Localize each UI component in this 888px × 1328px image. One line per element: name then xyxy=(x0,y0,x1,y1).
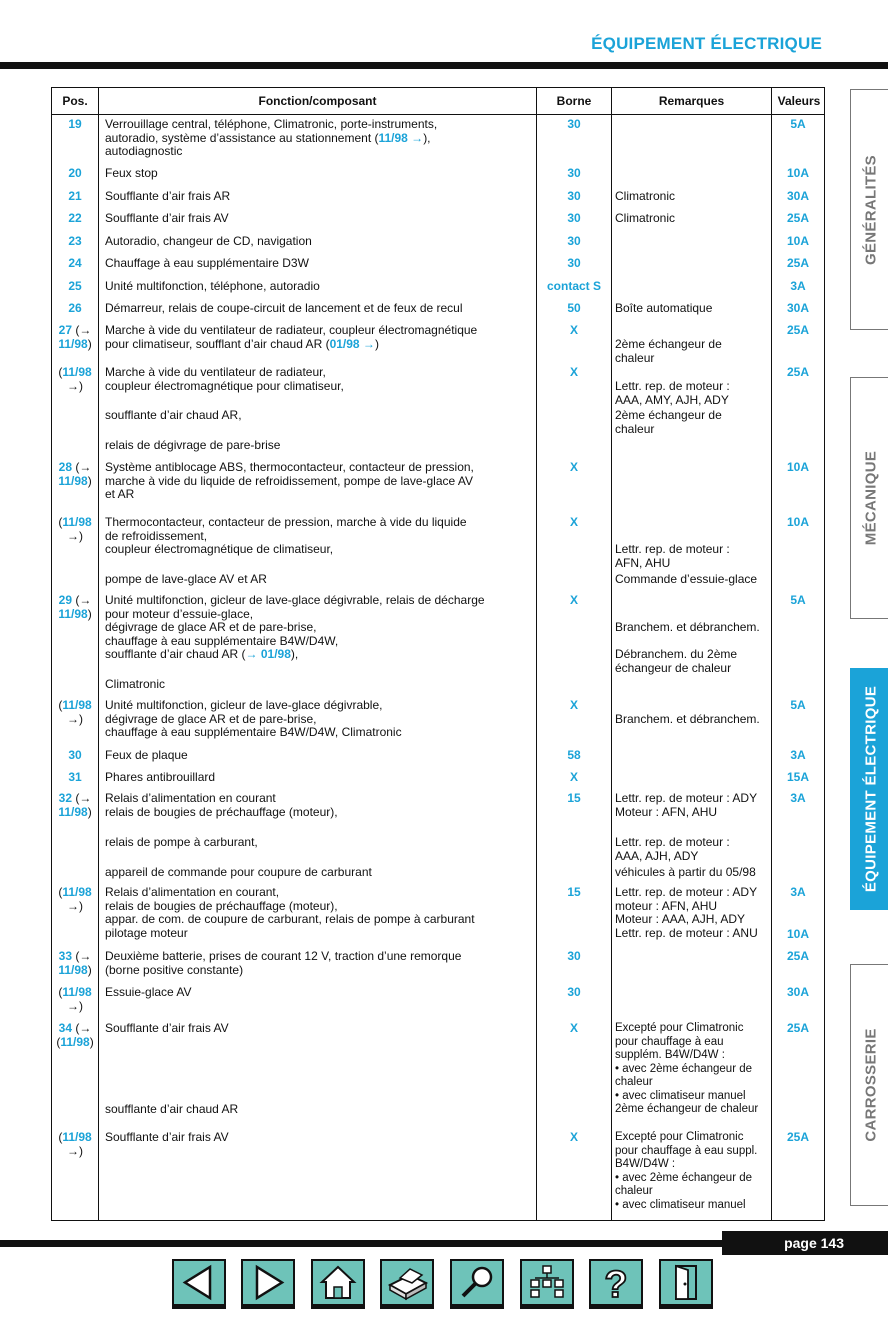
contents-button[interactable] xyxy=(520,1259,574,1309)
pos-cell: 24 xyxy=(68,256,82,270)
function-cell: Soufflante d’air frais AV xyxy=(105,211,229,225)
value-cell: 3A xyxy=(790,279,806,293)
remarks-cell: Lettr. rep. de moteur : AAA, AMY, AJH, ADY xyxy=(615,379,730,407)
pos-cell: (11/98 →) xyxy=(58,985,92,1013)
function-cell: soufflante d’air chaud AR xyxy=(105,1102,239,1116)
function-cell: Unité multifonction, gicleur de lave-glace dégivrable, relais de décharge pour moteur d’essuie-glace, dégivrage de glace AR et de pare-brise, chauffage à eau supplémentaire B4W/D4W, xyxy=(105,593,485,648)
remarks-cell: 2ème échangeur de chaleur xyxy=(615,408,722,436)
borne-cell: X xyxy=(569,1130,578,1144)
function-cell: Essuie-glace AV xyxy=(105,985,192,999)
remarks-cell: 2ème échangeur de chaleur xyxy=(615,1103,759,1115)
next-icon xyxy=(243,1261,293,1304)
value-cell: 10A xyxy=(786,515,809,529)
function-cell: Soufflante d’air frais AV xyxy=(105,1021,229,1035)
remarks-cell: véhicules à partir du 05/98 xyxy=(615,865,756,879)
fuse-table xyxy=(51,87,825,1221)
col-divider xyxy=(98,88,99,1220)
value-cell: 25A xyxy=(786,365,809,379)
borne-cell: 15 xyxy=(567,885,581,899)
pos-cell: 23 xyxy=(68,234,82,248)
svg-text:?: ? xyxy=(604,1264,628,1304)
function-cell: Verrouillage central, téléphone, Climatronic, porte-instruments, autoradio, système d’assistance au stationnement (11/98 →), autodiagnostic xyxy=(105,117,438,158)
function-cell: Autoradio, changeur de CD, navigation xyxy=(105,234,312,248)
borne-cell: X xyxy=(569,515,578,529)
value-cell: 3A xyxy=(790,885,806,899)
help-icon xyxy=(591,1261,641,1304)
search-icon xyxy=(452,1261,502,1304)
function-cell: Marche à vide du ventilateur de radiateur, coupleur électromagnétique pour climatiseur, xyxy=(105,365,344,393)
exit-button[interactable] xyxy=(659,1259,713,1309)
borne-cell: X xyxy=(569,1021,578,1035)
remarks-cell: Lettr. rep. de moteur : AFN, AHU xyxy=(615,542,730,570)
borne-cell: 30 xyxy=(567,256,581,270)
borne-cell: 30 xyxy=(567,117,581,131)
value-cell: 25A xyxy=(786,1130,809,1144)
pos-cell: 27 (→ 11/98) xyxy=(58,323,92,351)
print-icon xyxy=(382,1261,432,1304)
function-cell: pompe de lave-glace AV et AR xyxy=(105,572,267,586)
value-cell: 30A xyxy=(786,985,809,999)
pos-cell: 31 xyxy=(68,770,82,784)
remarks-cell: Branchem. et débranchem. xyxy=(615,712,760,726)
remarks-cell: Lettr. rep. de moteur : ADY moteur : AFN, AHU Moteur : AAA, AJH, ADY Lettr. rep. de moteur : ANU xyxy=(615,885,758,940)
pos-cell: 21 xyxy=(68,189,82,203)
remarks-cell: Climatronic xyxy=(615,189,676,203)
function-cell: Système antiblocage ABS, thermocontacteur, contacteur de pression, marche à vide du liquide de refroidissement, pompe de lave-glace AV et AR xyxy=(105,460,474,501)
value-cell: 5A xyxy=(790,698,806,712)
value-cell: 5A xyxy=(790,593,806,607)
pos-cell: (11/98 →) xyxy=(58,1130,92,1158)
borne-cell: 30 xyxy=(567,985,581,999)
function-cell: Chauffage à eau supplémentaire D3W xyxy=(105,256,309,270)
header-pos: Pos. xyxy=(62,94,88,108)
function-cell: Unité multifonction, téléphone, autoradio xyxy=(105,279,320,293)
value-cell: 25A xyxy=(786,323,809,337)
header-remarks: Remarques xyxy=(658,94,725,108)
page-number: page 143 xyxy=(722,1231,888,1255)
remarks-cell: Commande d’essuie-glace xyxy=(615,572,758,586)
function-cell: appareil de commande pour coupure de carburant xyxy=(105,865,372,879)
borne-cell: X xyxy=(569,698,578,712)
value-cell: 3A xyxy=(790,791,806,805)
function-cell: Deuxième batterie, prises de courant 12 V, traction d’une remorque (borne positive constante) xyxy=(105,949,462,977)
borne-cell: X xyxy=(569,460,578,474)
function-cell: Marche à vide du ventilateur de radiateur, coupleur électromagnétique pour climatiseur, soufflant d’air chaud AR (01/98 →) xyxy=(105,323,478,351)
borne-cell: 30 xyxy=(567,211,581,225)
remarks-cell: 2ème échangeur de chaleur xyxy=(615,337,722,365)
side-tab-equipement-electrique[interactable]: ÉQUIPEMENT ÉLECTRIQUE xyxy=(850,668,888,910)
value-cell: 25A xyxy=(786,256,809,270)
exit-icon xyxy=(661,1261,711,1304)
side-tab-generalites[interactable]: GÉNÉRALITÉS xyxy=(850,89,888,330)
pos-cell: 29 (→ 11/98) xyxy=(58,593,92,621)
pos-cell: 30 xyxy=(68,748,82,762)
pos-cell: (11/98 →) xyxy=(58,698,92,726)
borne-cell: 58 xyxy=(567,748,581,762)
borne-cell: 30 xyxy=(567,189,581,203)
pos-cell: 25 xyxy=(68,279,82,293)
value-cell: 10A xyxy=(786,927,809,941)
value-cell: 25A xyxy=(786,1021,809,1035)
borne-cell: 30 xyxy=(567,234,581,248)
borne-cell: 30 xyxy=(567,166,581,180)
pos-cell: 20 xyxy=(68,166,82,180)
remarks-cell: Branchem. et débranchem. xyxy=(615,620,760,634)
value-cell: 10A xyxy=(786,234,809,248)
remarks-cell: Excepté pour Climatronic pour chauffage à eau supplém. B4W/D4W : • avec 2ème échangeur de chaleur • avec climatiseur manuel xyxy=(615,1022,753,1102)
function-cell: Soufflante d’air frais AR xyxy=(105,189,231,203)
function-cell: Démarreur, relais de coupe-circuit de lancement et de feux de recul xyxy=(105,301,463,315)
function-cell: Phares antibrouillard xyxy=(105,770,216,784)
next-button[interactable] xyxy=(241,1259,295,1309)
home-button[interactable] xyxy=(311,1259,365,1309)
borne-cell: X xyxy=(569,770,578,784)
pos-cell: 26 xyxy=(68,301,82,315)
side-tab-mecanique[interactable]: MÉCANIQUE xyxy=(850,377,888,619)
pos-cell: 34 (→ (11/98) xyxy=(56,1021,94,1049)
borne-cell: contact S xyxy=(546,279,601,293)
page-header-title: ÉQUIPEMENT ÉLECTRIQUE xyxy=(591,34,822,53)
previous-button[interactable] xyxy=(172,1259,226,1309)
function-cell: Unité multifonction, gicleur de lave-glace dégivrable, dégivrage de glace AR et de pare-brise, chauffage à eau supplémentaire B4W/D4W, Climatronic xyxy=(105,698,402,739)
pos-cell: (11/98 →) xyxy=(58,885,92,913)
search-button[interactable] xyxy=(450,1259,504,1309)
function-cell: Feux de plaque xyxy=(105,748,188,762)
remarks-cell: Excepté pour Climatronic pour chauffage à eau suppl. B4W/D4W : • avec 2ème échangeur de chaleur • avec climatiseur manuel xyxy=(615,1131,758,1211)
col-divider xyxy=(611,88,612,1220)
function-cell: relais de pompe à carburant, xyxy=(105,835,258,849)
value-cell: 30A xyxy=(786,189,809,203)
remarks-cell: Climatronic xyxy=(615,211,676,225)
header-values: Valeurs xyxy=(777,94,821,108)
pos-cell: (11/98 →) xyxy=(58,515,92,543)
borne-cell: 15 xyxy=(567,791,581,805)
function-cell: Soufflante d’air frais AV xyxy=(105,1130,229,1144)
value-cell: 25A xyxy=(786,211,809,225)
header-function: Fonction/composant xyxy=(258,94,377,108)
pos-cell: 22 xyxy=(68,211,82,225)
remarks-cell: Débranchem. du 2ème échangeur de chaleur xyxy=(615,647,738,675)
borne-cell: X xyxy=(569,323,578,337)
pos-cell: (11/98 →) xyxy=(58,365,92,393)
side-tab-carrosserie[interactable]: CARROSSERIE xyxy=(850,964,888,1206)
function-cell: soufflante d’air chaud AR (→ 01/98), xyxy=(105,647,299,661)
remarks-cell: Lettr. rep. de moteur : AAA, AJH, ADY xyxy=(615,835,730,863)
header-borne: Borne xyxy=(556,94,592,108)
pos-cell: 32 (→ 11/98) xyxy=(58,791,92,819)
borne-cell: 30 xyxy=(567,949,581,963)
function-cell: relais de dégivrage de pare-brise xyxy=(105,438,281,452)
function-cell: Relais d’alimentation en courant, relais de bougies de préchauffage (moteur), appar. de com. de coupure de carburant, relais de pompe à carburant pilotage moteur xyxy=(105,885,475,940)
pos-cell: 28 (→ 11/98) xyxy=(58,460,92,488)
function-cell: Climatronic xyxy=(105,677,166,691)
remarks-cell: Boîte automatique xyxy=(615,301,713,315)
contents-icon xyxy=(522,1261,572,1304)
home-icon xyxy=(313,1261,363,1304)
value-cell: 10A xyxy=(786,166,809,180)
print-button[interactable] xyxy=(380,1259,434,1309)
pos-cell: 33 (→ 11/98) xyxy=(58,949,92,977)
borne-cell: X xyxy=(569,365,578,379)
value-cell: 25A xyxy=(786,949,809,963)
table-header xyxy=(52,88,824,115)
help-button[interactable] xyxy=(589,1259,643,1309)
top-rule xyxy=(0,62,888,69)
function-cell: soufflante d’air chaud AR, xyxy=(105,408,242,422)
value-cell: 3A xyxy=(790,748,806,762)
borne-cell: 50 xyxy=(567,301,581,315)
function-cell: Thermocontacteur, contacteur de pression, marche à vide du liquide de refroidissement, coupleur électromagnétique de climatiseur, xyxy=(105,515,467,556)
value-cell: 30A xyxy=(786,301,809,315)
remarks-cell: Lettr. rep. de moteur : ADY Moteur : AFN, AHU xyxy=(615,791,758,819)
value-cell: 10A xyxy=(786,460,809,474)
previous-icon xyxy=(174,1261,224,1304)
value-cell: 15A xyxy=(786,770,809,784)
value-cell: 5A xyxy=(790,117,806,131)
function-cell: Relais d’alimentation en courant relais de bougies de préchauffage (moteur), xyxy=(105,791,338,819)
pos-cell: 19 xyxy=(68,117,82,131)
borne-cell: X xyxy=(569,593,578,607)
function-cell: Feux stop xyxy=(105,166,158,180)
